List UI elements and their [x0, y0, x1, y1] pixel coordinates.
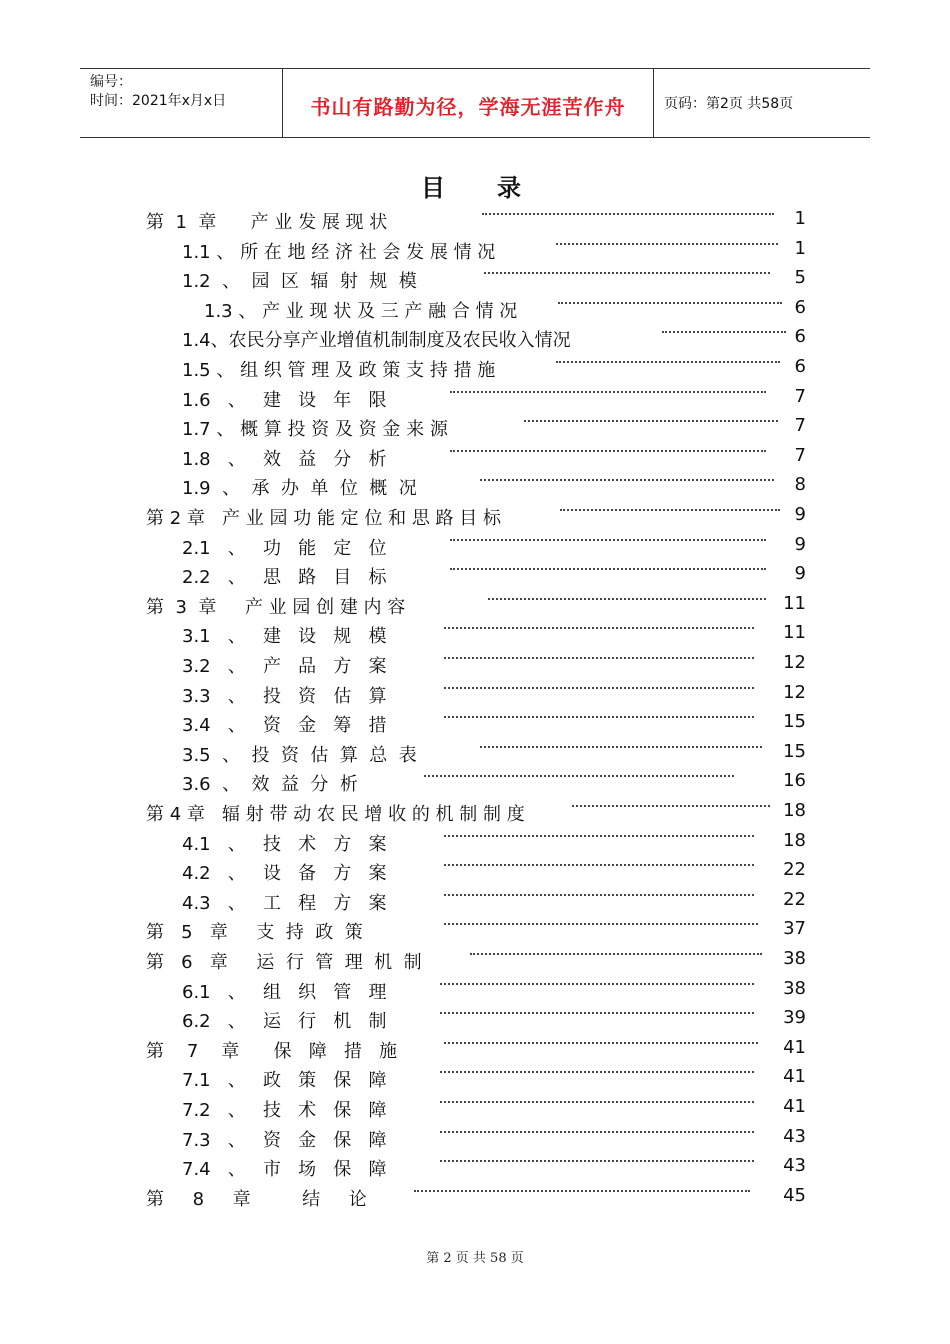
toc-title-char: 录 [497, 174, 529, 202]
toc-entry[interactable] [0, 590, 950, 618]
toc-entry-label: 3.6 、 效 益 分 析 [182, 774, 358, 796]
page-info: 页码：第2页 共58页 [664, 96, 794, 112]
toc-entry[interactable] [0, 1182, 950, 1210]
toc-entry[interactable] [0, 767, 950, 795]
toc-entry-label: 2.1 、 功 能 定 位 [182, 537, 387, 559]
page-footer: 第 2 页 共 58 页 [426, 1251, 524, 1266]
toc-entry-page: 38 [783, 948, 806, 969]
toc-entry[interactable] [0, 235, 950, 263]
header-meta [80, 69, 282, 137]
toc-entry-page: 39 [783, 1007, 806, 1029]
toc-dot-leader [488, 598, 766, 600]
toc-dot-leader [440, 1160, 754, 1162]
toc-entry-page: 12 [783, 652, 806, 673]
number-label: 编号： [90, 74, 132, 90]
toc-entry-page: 6 [794, 296, 806, 318]
toc-entry[interactable] [0, 323, 950, 351]
toc-entry[interactable] [0, 945, 950, 973]
toc-entry[interactable] [0, 1063, 950, 1091]
toc-entry[interactable] [0, 797, 950, 825]
toc-entry[interactable] [0, 383, 950, 411]
toc-entry-label: 7.3 、 资 金 保 障 [182, 1129, 387, 1151]
toc-entry-page: 43 [783, 1125, 806, 1147]
page-header [80, 68, 870, 138]
toc-entry[interactable] [0, 501, 950, 529]
toc-entry[interactable] [0, 1004, 950, 1032]
toc-entry-label: 7.2 、 技 术 保 障 [182, 1100, 387, 1121]
toc-entry-page: 38 [783, 977, 806, 999]
toc-entry[interactable] [0, 264, 950, 292]
toc-entry-label: 第 1 章 产 业 发 展 现 状 [146, 212, 388, 233]
toc-dot-leader [482, 213, 774, 215]
toc-entry-label: 1.3 、 产 业 现 状 及 三 产 融 合 情 况 [204, 300, 518, 322]
toc-dot-leader [662, 331, 786, 333]
toc-dot-leader [558, 302, 782, 304]
toc-entry-label: 3.4 、 资 金 筹 措 [182, 715, 387, 737]
motto: 书山有路勤为径，学海无涯苦作舟 [310, 95, 626, 119]
toc-dot-leader [450, 450, 766, 452]
toc-entry-label: 1.5 、 组 织 管 理 及 政 策 支 持 措 施 [182, 360, 496, 381]
toc-entry[interactable] [0, 1123, 950, 1151]
toc-entry-label: 1.6 、 建 设 年 限 [182, 389, 387, 411]
toc-entry[interactable] [0, 975, 950, 1003]
toc-dot-leader [524, 420, 778, 422]
toc-entry-label: 7.4 、 市 场 保 障 [182, 1159, 387, 1181]
toc-dot-leader [440, 1131, 754, 1133]
toc-entry-label: 第 7 章 保 障 措 施 [146, 1040, 398, 1062]
toc-entry[interactable] [0, 294, 950, 322]
toc-dot-leader [444, 1042, 758, 1044]
toc-dot-leader [444, 657, 754, 659]
toc-entry-label: 3.3 、 投 资 估 算 [182, 685, 387, 707]
toc-entry-label: 2.2 、 思 路 目 标 [182, 567, 387, 589]
toc-dot-leader [444, 687, 754, 689]
toc-entry[interactable] [0, 1034, 950, 1062]
toc-entry[interactable] [0, 205, 950, 233]
toc-dot-leader [440, 1012, 754, 1014]
toc-entry[interactable] [0, 886, 950, 914]
toc-entry-label: 第 8 章 结 论 [146, 1188, 367, 1210]
toc-entry-page: 7 [794, 444, 806, 466]
toc-entry-label: 4.3 、 工 程 方 案 [182, 892, 387, 914]
toc-entry[interactable] [0, 412, 950, 440]
toc-entry-page: 9 [794, 533, 806, 555]
toc-entry-label: 4.1 、 技 术 方 案 [182, 833, 387, 855]
toc-entry-page: 11 [783, 622, 806, 644]
toc-entry-page: 8 [794, 474, 806, 496]
toc-entry-page: 45 [783, 1184, 806, 1206]
toc-entry[interactable] [0, 679, 950, 707]
toc-entry[interactable] [0, 353, 950, 381]
toc-entry-label: 第 4 章 辐 射 带 动 农 民 增 收 的 机 制 制 度 [146, 804, 525, 825]
toc-entry-page: 11 [783, 592, 806, 614]
toc-entry-page: 18 [783, 800, 806, 821]
toc-dot-leader [450, 391, 766, 393]
toc-dot-leader [424, 775, 734, 777]
toc-dot-leader [450, 539, 766, 541]
toc-entry-label: 1.2 、 园 区 辐 射 规 模 [182, 271, 417, 293]
toc-entry-label: 第 3 章 产 业 园 创 建 内 容 [146, 596, 406, 618]
toc-dot-leader [480, 479, 774, 481]
toc-dot-leader [440, 1071, 754, 1073]
toc-entry-label: 3.5 、 投 资 估 算 总 表 [182, 744, 417, 766]
toc-dot-leader [444, 894, 754, 896]
toc-dot-leader [572, 805, 770, 807]
toc-entry-page: 5 [794, 267, 806, 289]
toc-entry-page: 22 [783, 859, 806, 881]
toc-entry[interactable] [0, 856, 950, 884]
toc-entry[interactable] [0, 1152, 950, 1180]
toc-dot-leader [470, 953, 762, 955]
toc-entry-page: 6 [794, 356, 806, 377]
toc-entry[interactable] [0, 531, 950, 559]
toc-dot-leader [440, 1101, 754, 1103]
toc-entry-page: 43 [783, 1155, 806, 1177]
toc-dot-leader [444, 716, 754, 718]
toc-entry-label: 7.1 、 政 策 保 障 [182, 1070, 387, 1092]
toc-entry-label: 第 6 章 运 行 管 理 机 制 [146, 952, 422, 973]
toc-entry-page: 6 [794, 326, 806, 348]
toc-entry-page: 41 [783, 1036, 806, 1058]
header-page-cell [654, 69, 870, 137]
toc-entry-label: 1.9 、 承 办 单 位 概 况 [182, 478, 417, 500]
toc-dot-leader [556, 243, 778, 245]
toc-entry-label: 4.2 、 设 备 方 案 [182, 863, 387, 885]
toc-entry-page: 41 [783, 1096, 806, 1117]
toc-dot-leader [440, 983, 754, 985]
toc-entry-label: 第 2 章 产 业 园 功 能 定 位 和 思 路 目 标 [146, 508, 501, 529]
toc-dot-leader [556, 361, 780, 363]
toc-entry[interactable] [0, 560, 950, 588]
toc-entry-page: 12 [783, 681, 806, 703]
toc-entry-label: 6.2 、 运 行 机 制 [182, 1011, 387, 1033]
toc-dot-leader [444, 835, 754, 837]
toc-entry-label: 3.2 、 产 品 方 案 [182, 656, 387, 677]
toc-entry-label: 6.1 、 组 织 管 理 [182, 981, 387, 1003]
toc-dot-leader [560, 509, 780, 511]
toc-entry[interactable] [0, 708, 950, 736]
toc-dot-leader [480, 746, 762, 748]
toc-entry-page: 22 [783, 888, 806, 910]
toc-dot-leader [450, 568, 766, 570]
toc-entry-page: 9 [794, 563, 806, 585]
toc-entry-page: 1 [794, 208, 806, 229]
toc-entry-page: 18 [783, 829, 806, 851]
toc-entry[interactable] [0, 738, 950, 766]
toc-entry-page: 16 [783, 770, 806, 792]
toc-entry-page: 37 [783, 918, 806, 940]
toc-entry[interactable] [0, 915, 950, 943]
toc-title [0, 168, 950, 203]
toc-entry[interactable] [0, 471, 950, 499]
toc-title-char: 目 [421, 174, 453, 202]
toc-dot-leader [444, 627, 754, 629]
toc-entry[interactable] [0, 619, 950, 647]
toc-dot-leader [444, 923, 758, 925]
toc-entry-label: 第 5 章 支 持 政 策 [146, 922, 363, 944]
toc-dot-leader [444, 864, 754, 866]
toc-entry-page: 15 [783, 740, 806, 762]
toc-entry[interactable] [0, 649, 950, 677]
toc-entry-page: 9 [794, 504, 806, 525]
toc-entry-label: 1.4、农民分享产业增值机制制度及农民收入情况 [182, 330, 571, 352]
toc-entry-page: 7 [794, 385, 806, 407]
toc-entry-label: 1.7 、 概 算 投 资 及 资 金 来 源 [182, 419, 448, 441]
header-motto-cell [282, 69, 654, 137]
toc-entry-label: 1.1 、 所 在 地 经 济 社 会 发 展 情 况 [182, 241, 496, 263]
toc-entry-label: 3.1 、 建 设 规 模 [182, 626, 387, 648]
toc-entry-page: 15 [783, 711, 806, 733]
toc-entry-page: 41 [783, 1066, 806, 1088]
toc-dot-leader [414, 1190, 750, 1192]
toc-entry[interactable] [0, 1093, 950, 1121]
toc-entry-label: 1.8 、 效 益 分 析 [182, 448, 387, 470]
toc-entry[interactable] [0, 827, 950, 855]
toc-dot-leader [484, 272, 770, 274]
toc-entry-page: 7 [794, 415, 806, 437]
toc-entry-page: 1 [794, 237, 806, 259]
time-label: 时间：2021年x月x日 [90, 93, 227, 109]
toc-entry[interactable] [0, 442, 950, 470]
